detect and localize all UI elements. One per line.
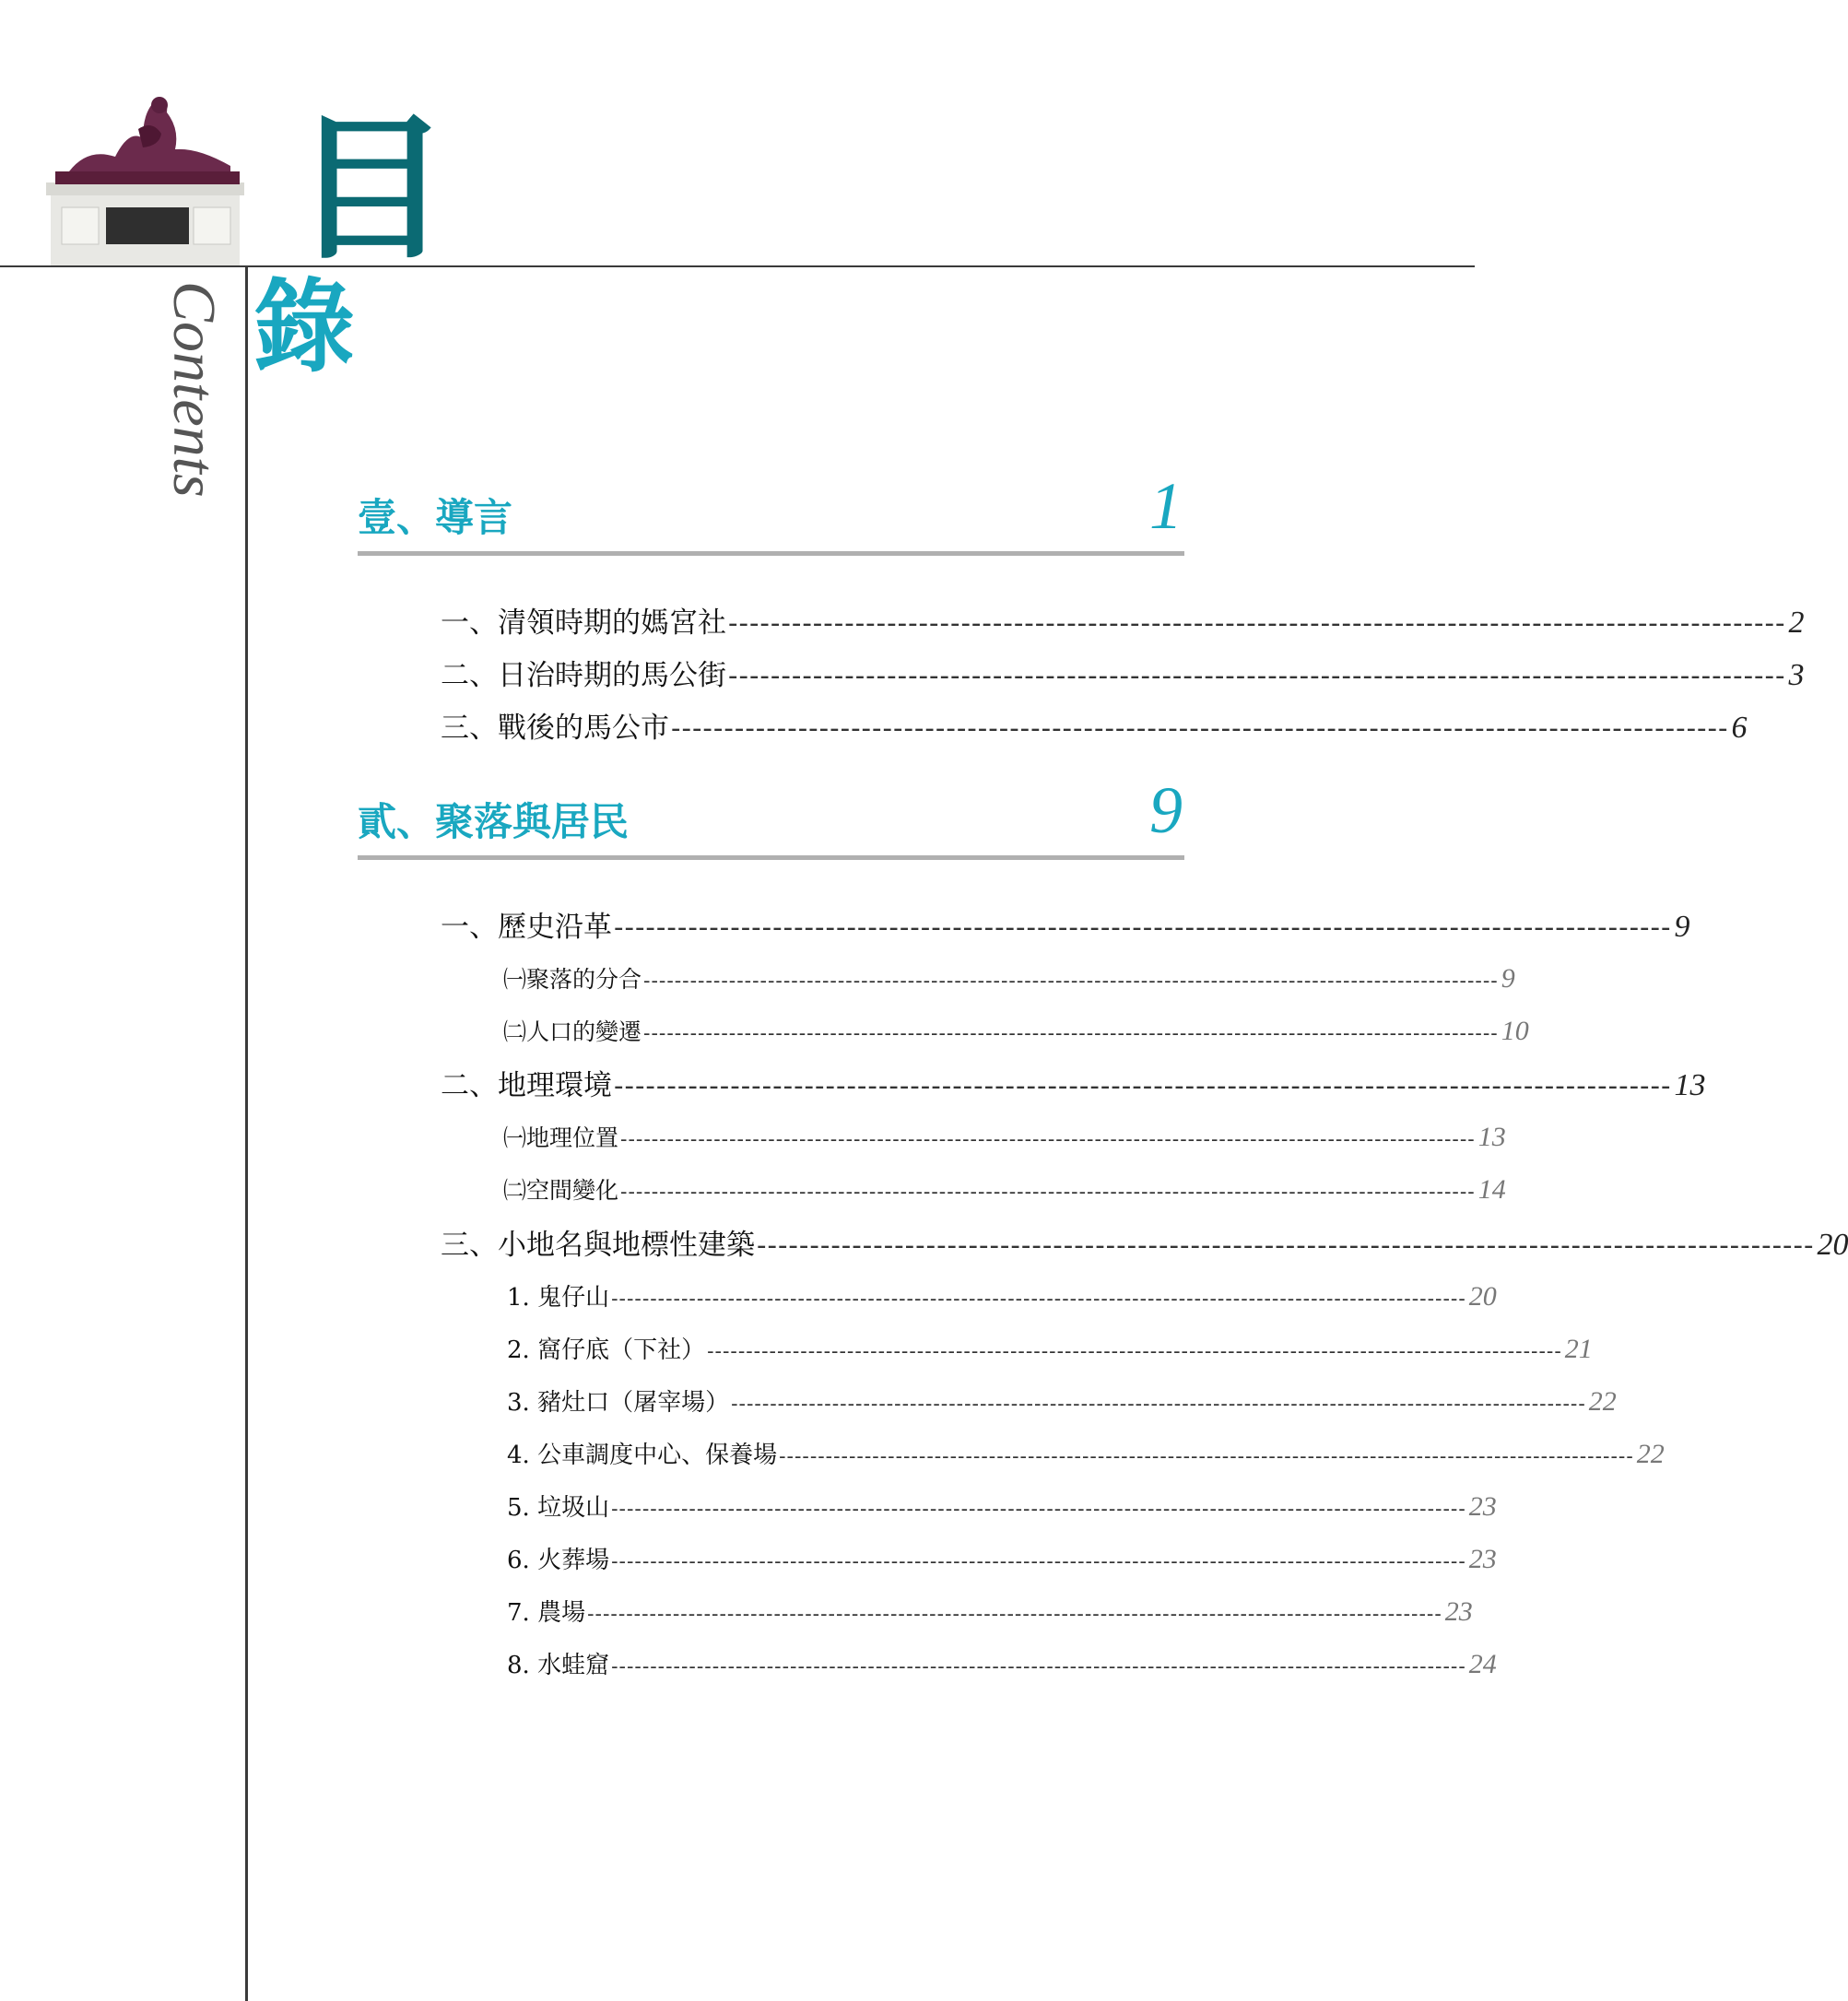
section-rule <box>358 855 1184 860</box>
dot-leader: -------------------------------------------------------------------------------------------------------------- <box>611 1550 1466 1573</box>
dot-leader: -------------------------------------------------------------------------------------------------------------- <box>707 1340 1562 1363</box>
dot-leader: -------------------------------------------------------------------------------------------------------------- <box>779 1445 1634 1468</box>
entry-page: 14 <box>1477 1174 1506 1205</box>
entry-page: 20 <box>1817 1228 1848 1262</box>
dot-leader: -------------------------------------------------------------------------------------------------------------- <box>620 1128 1476 1151</box>
toc-subentry[interactable] <box>507 1436 1665 1470</box>
dot-leader: ---------------------------------------------------------------------------------------------------- <box>614 1069 1672 1102</box>
entry-page: 23 <box>1444 1596 1473 1627</box>
entry-page: 10 <box>1501 1016 1529 1046</box>
section-title: 貳、聚落與居民 <box>358 799 630 844</box>
entry-label: ㈠地理位置 <box>503 1124 619 1151</box>
toc-subentry[interactable] <box>507 1594 1473 1628</box>
entry-label: 4. 公車調度中心、保養場 <box>507 1442 778 1469</box>
entry-label: 8. 水蛙窟 <box>507 1652 610 1679</box>
entry-page: 9 <box>1501 963 1515 994</box>
dot-leader: -------------------------------------------------------------------------------------------------------------- <box>587 1603 1442 1626</box>
entry-page: 2 <box>1788 606 1805 640</box>
dot-leader: -------------------------------------------------------------------------------------------------------------- <box>611 1655 1466 1678</box>
section-heading <box>358 469 1187 548</box>
section-title: 壹、導言 <box>358 495 513 540</box>
toc-subentry[interactable] <box>503 1172 1506 1206</box>
entry-label: 二、地理環境 <box>441 1069 612 1102</box>
toc-subentry[interactable] <box>507 1278 1497 1312</box>
section-page: 1 <box>1149 469 1183 543</box>
title-char-lu: 錄 <box>253 267 355 386</box>
entry-label: 2. 窩仔底（下社） <box>507 1336 706 1364</box>
toc-subentry[interactable] <box>507 1541 1497 1575</box>
entry-page: 24 <box>1468 1649 1497 1679</box>
entry-page: 20 <box>1468 1281 1497 1312</box>
dot-leader: -------------------------------------------------------------------------------------------------------------- <box>611 1288 1466 1311</box>
entry-label: 6. 火葬場 <box>507 1547 610 1574</box>
toc-entry[interactable] <box>441 704 1748 746</box>
toc-subentry[interactable] <box>503 1120 1506 1153</box>
entry-label: 三、小地名與地標性建築 <box>441 1229 755 1262</box>
dot-leader: -------------------------------------------------------------------------------------------------------------- <box>643 970 1499 993</box>
toc-entry[interactable] <box>441 652 1805 693</box>
contents-vertical-label: Contents <box>160 281 228 498</box>
toc-subentry[interactable] <box>507 1383 1617 1418</box>
dot-leader: ---------------------------------------------------------------------------------------------------- <box>728 659 1786 692</box>
section-page: 9 <box>1149 773 1183 847</box>
title-char-mu: 目 <box>293 97 451 281</box>
dot-leader: -------------------------------------------------------------------------------------------------------------- <box>620 1181 1476 1204</box>
horizontal-rule <box>0 265 1475 267</box>
dot-leader: ---------------------------------------------------------------------------------------------------- <box>671 712 1729 745</box>
toc-subentry[interactable] <box>507 1331 1593 1365</box>
entry-label: 一、歷史沿革 <box>441 911 612 944</box>
dot-leader: ---------------------------------------------------------------------------------------------------- <box>757 1229 1815 1262</box>
entry-page: 9 <box>1674 910 1690 944</box>
toc-subentry[interactable] <box>507 1646 1497 1680</box>
entry-label: 3. 豬灶口（屠宰場） <box>507 1389 730 1417</box>
toc-subentry[interactable] <box>503 961 1515 995</box>
entry-label: 1. 鬼仔山 <box>507 1284 610 1312</box>
dot-leader: ---------------------------------------------------------------------------------------------------- <box>614 911 1672 944</box>
dot-leader: ---------------------------------------------------------------------------------------------------- <box>728 606 1786 640</box>
entry-label: ㈡空間變化 <box>503 1177 619 1204</box>
entry-label: 三、戰後的馬公市 <box>441 712 669 745</box>
dot-leader: -------------------------------------------------------------------------------------------------------------- <box>643 1022 1499 1045</box>
toc-entry[interactable] <box>441 1221 1848 1263</box>
entry-page: 23 <box>1468 1544 1497 1574</box>
dot-leader: -------------------------------------------------------------------------------------------------------------- <box>731 1393 1586 1416</box>
entry-page: 21 <box>1564 1334 1593 1364</box>
entry-label: ㈠聚落的分合 <box>503 966 642 993</box>
toc-subentry[interactable] <box>507 1489 1497 1523</box>
toc-subentry[interactable] <box>503 1014 1529 1047</box>
section-heading <box>358 773 1187 853</box>
entry-label: 二、日治時期的馬公街 <box>441 659 726 692</box>
entry-page: 6 <box>1731 711 1748 745</box>
section-rule <box>358 551 1184 556</box>
dot-leader: -------------------------------------------------------------------------------------------------------------- <box>611 1498 1466 1521</box>
entry-label: ㈡人口的變遷 <box>503 1018 642 1045</box>
statue-photo <box>51 92 249 267</box>
toc-entry[interactable] <box>441 1062 1706 1103</box>
entry-label: 5. 垃圾山 <box>507 1494 610 1522</box>
entry-page: 22 <box>1588 1386 1617 1417</box>
entry-page: 13 <box>1674 1068 1706 1102</box>
entry-label: 7. 農場 <box>507 1599 586 1627</box>
toc-entry[interactable] <box>441 599 1805 641</box>
entry-page: 23 <box>1468 1491 1497 1522</box>
entry-page: 13 <box>1477 1122 1506 1152</box>
entry-page: 3 <box>1788 658 1805 692</box>
toc-entry[interactable] <box>441 903 1690 945</box>
vertical-rule <box>245 265 248 2001</box>
entry-page: 22 <box>1636 1439 1665 1469</box>
entry-label: 一、清領時期的媽宮社 <box>441 606 726 640</box>
